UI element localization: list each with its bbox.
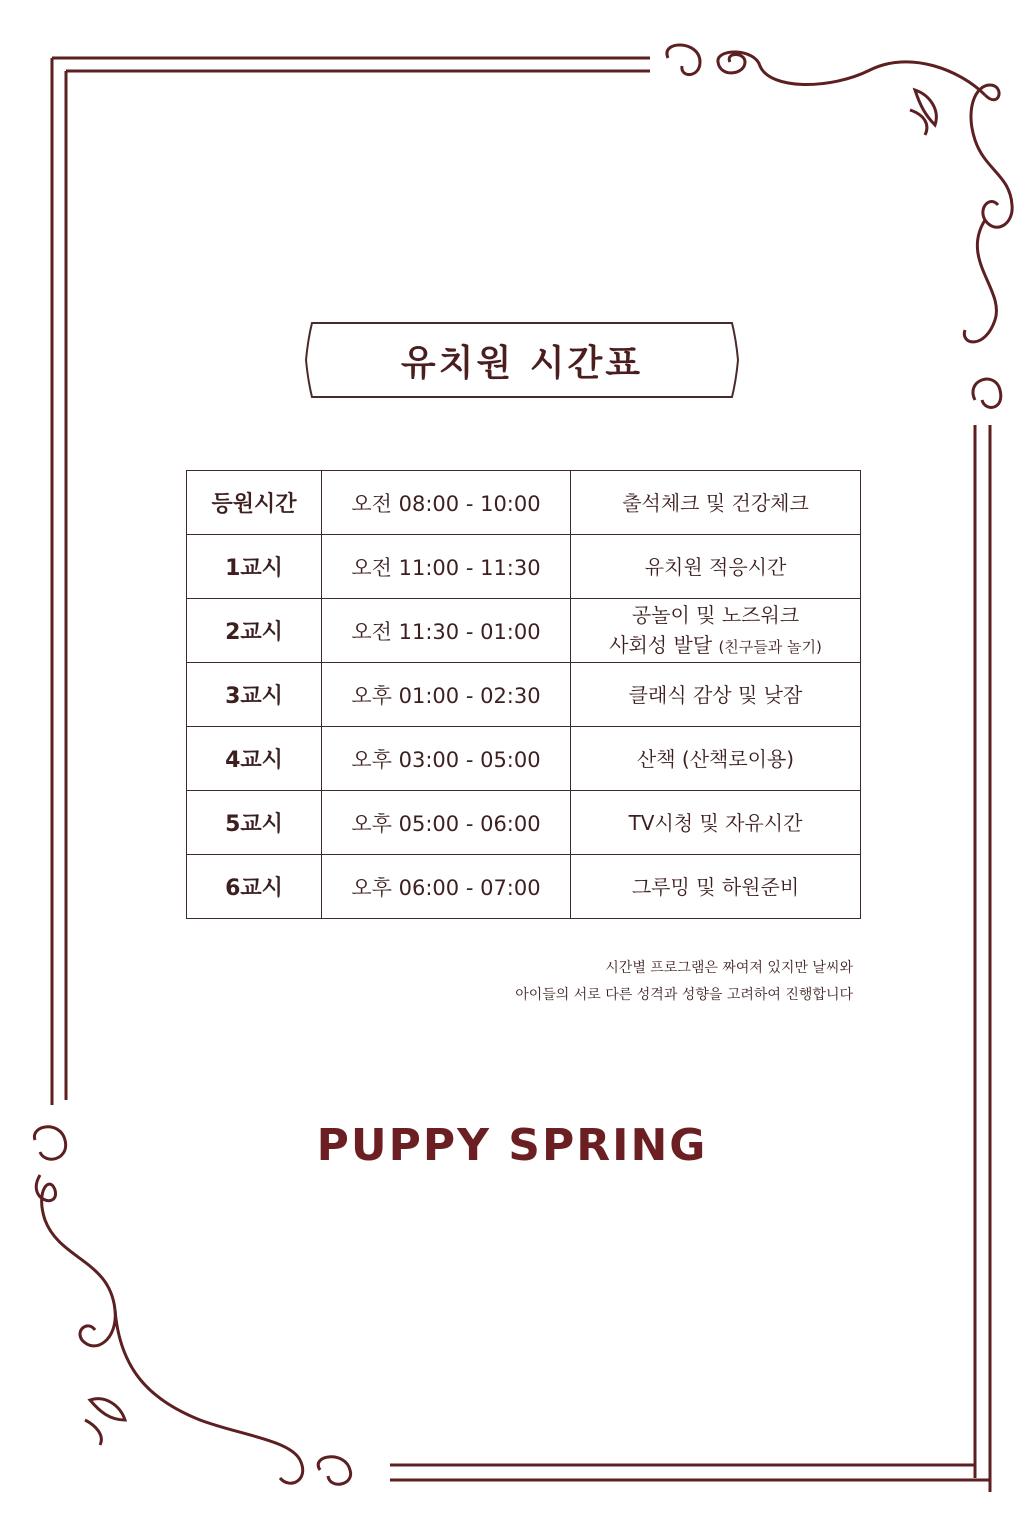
brand-name: PUPPY SPRING xyxy=(316,1120,708,1171)
activity-line-1: 공놀이 및 노즈워크 xyxy=(631,602,800,627)
note-line-1: 시간별 프로그램은 짜여져 있지만 날씨와 xyxy=(605,960,853,976)
table-row xyxy=(187,791,861,855)
period-cell: 1교시 xyxy=(187,535,322,599)
table-row xyxy=(187,855,861,919)
activity-line-2 xyxy=(571,630,860,662)
time-cell: 오후 03:00 - 05:00 xyxy=(322,727,571,791)
period-cell: 등원시간 xyxy=(187,471,322,535)
table-row xyxy=(187,535,861,599)
table-row xyxy=(187,727,861,791)
period-cell: 2교시 xyxy=(187,599,322,663)
table-row xyxy=(187,471,861,535)
table-row xyxy=(187,663,861,727)
time-cell: 오전 11:00 - 11:30 xyxy=(322,535,571,599)
time-cell: 오후 01:00 - 02:30 xyxy=(322,663,571,727)
time-cell: 오전 11:30 - 01:00 xyxy=(322,599,571,663)
time-cell: 오전 08:00 - 10:00 xyxy=(322,471,571,535)
period-cell: 6교시 xyxy=(187,855,322,919)
note-line-2: 아이들의 서로 다른 성격과 성향을 고려하여 진행합니다 xyxy=(515,987,853,1003)
period-cell: 5교시 xyxy=(187,791,322,855)
period-cell: 4교시 xyxy=(187,727,322,791)
period-cell: 3교시 xyxy=(187,663,322,727)
activity-cell: 산책 (산책로이용) xyxy=(571,727,861,791)
activity-cell: TV시청 및 자유시간 xyxy=(571,791,861,855)
schedule-note xyxy=(333,955,853,1009)
page-title: 유치원 시간표 xyxy=(400,342,644,384)
activity-cell: 유치원 적응시간 xyxy=(571,535,861,599)
activity-cell: 클래식 감상 및 낮잠 xyxy=(571,663,861,727)
time-cell: 오후 06:00 - 07:00 xyxy=(322,855,571,919)
table-row xyxy=(187,599,861,663)
activity-line-2-main: 사회성 발달 xyxy=(609,632,713,657)
activity-cell: 그루밍 및 하원준비 xyxy=(571,855,861,919)
activity-cell: 출석체크 및 건강체크 xyxy=(571,471,861,535)
schedule-table xyxy=(186,470,861,919)
activity-subnote: (친구들과 놀기) xyxy=(718,637,822,656)
time-cell: 오후 05:00 - 06:00 xyxy=(322,791,571,855)
activity-cell xyxy=(571,599,861,663)
title-plate xyxy=(304,319,740,401)
